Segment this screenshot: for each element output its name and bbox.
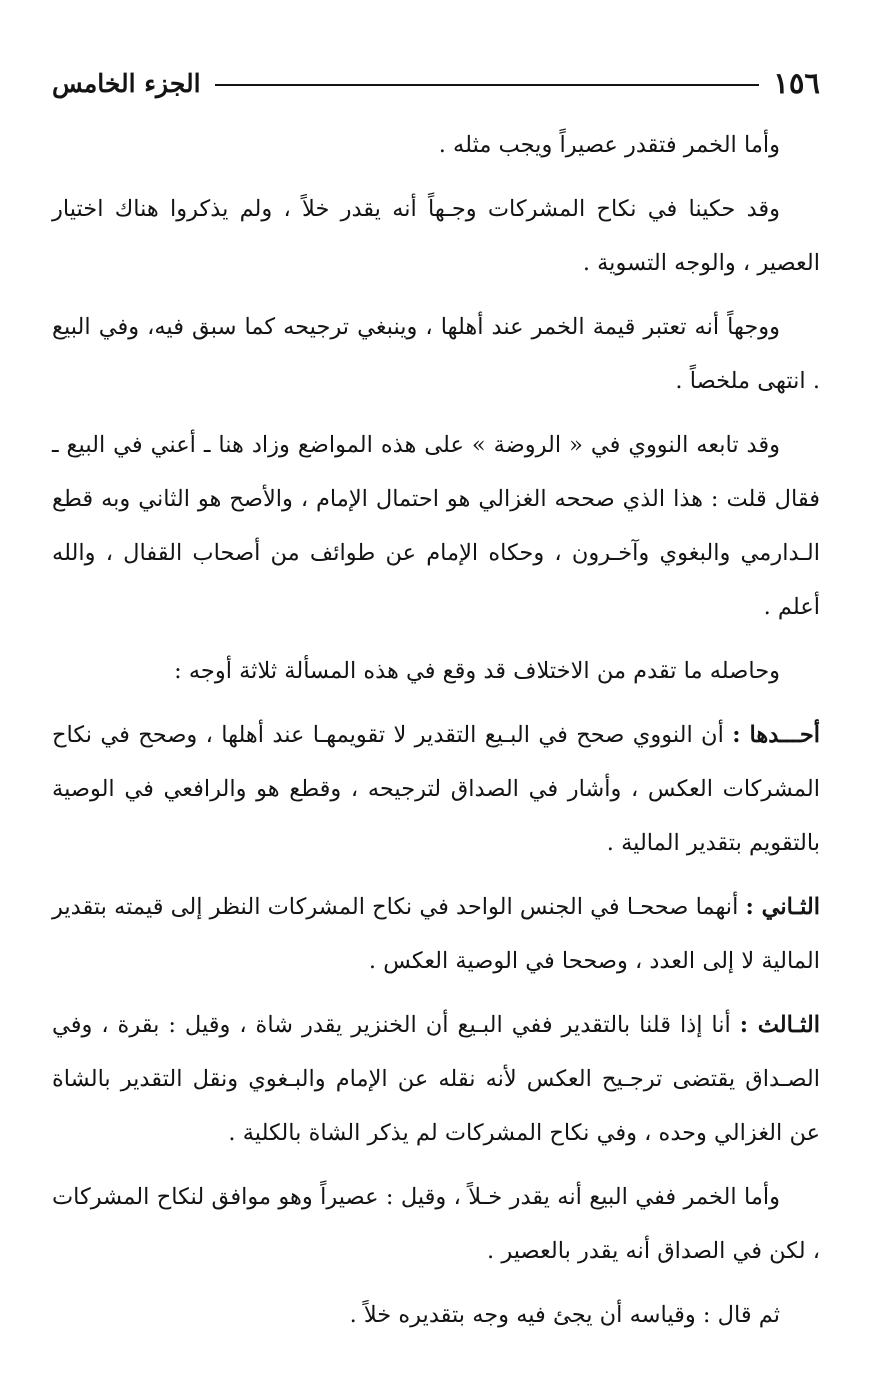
paragraph-lead: الثـاني : <box>745 894 821 920</box>
paragraph-text: أنا إذا قلنا بالتقدير ففي البـيع أن الخنزير يقدر شاة ، وقيل : بقرة ، وفي الصـداق يقتضى ترجـيح العكس لأنه نقله عن الإمام والبـغوي ونقل التقدير بالشاة عن الغزالي وحده ، وفي نكاح المشركات لم يذكر الشاة بالكلية . <box>52 1012 820 1146</box>
running-title: الجزء الخامس <box>52 68 201 98</box>
paragraph-4 <box>52 418 820 634</box>
paragraph-text: ثم قال : وقياسه أن يجئ فيه وجه بتقديره خلاً . <box>349 1302 780 1328</box>
paragraph-lead: الثـالث : <box>739 1012 821 1038</box>
paragraph-text: وقد حكينا في نكاح المشركات وجـهاً أنه يقدر خلاً ، ولم يذكروا هناك اختيار العصير ، والوجه التسوية . <box>52 196 820 276</box>
body-text <box>52 118 820 1352</box>
paragraph-text: وأما الخمر ففي البيع أنه يقدر خـلاً ، وقيل : عصيراً وهو موافق لنكاح المشركات ، لكن في الصداق أنه يقدر بالعصير . <box>52 1184 820 1264</box>
paragraph-3 <box>52 300 820 408</box>
paragraph-text: وأما الخمر فتقدر عصيراً ويجب مثله . <box>438 132 780 158</box>
paragraph-5 <box>52 644 820 698</box>
page-number: ١٥٦ <box>773 66 820 100</box>
paragraph-6 <box>52 708 820 870</box>
paragraph-text: أن النووي صحح في البـيع التقدير لا تقويمهـا عند أهلها ، وصحح في نكاح المشركات العكس ، وأشار في الصداق لترجيحه ، وقطع هو والرافعي في الوصية بالتقويم بتقدير المالية . <box>52 722 820 856</box>
paragraph-2 <box>52 182 820 290</box>
paragraph-1 <box>52 118 820 172</box>
paragraph-text: وقد تابعه النووي في « الروضة » على هذه المواضع وزاد هنا ـ أعني في البيع ـ فقال قلت : هذا الذي صححه الغزالي هو احتمال الإمام ، والأصح هو الثاني وبه قطع الـدارمي والبغوي وآخـرون ، وحكاه الإمام عن طوائف من أصحاب القفال ، والله أعلم . <box>52 432 820 620</box>
paragraph-8 <box>52 998 820 1160</box>
header-rule <box>215 84 760 86</box>
paragraph-7 <box>52 880 820 988</box>
paragraph-10 <box>52 1288 820 1342</box>
page-header <box>52 60 820 106</box>
paragraph-lead: أحـــدها : <box>732 722 820 748</box>
paragraph-text: ووجهاً أنه تعتبر قيمة الخمر عند أهلها ، وينبغي ترجيحه كما سبق فيه، وفي البيع . انتهى ملخصاً . <box>52 314 820 394</box>
paragraph-text: وحاصله ما تقدم من الاختلاف قد وقع في هذه المسألة ثلاثة أوجه : <box>174 658 780 684</box>
paragraph-9 <box>52 1170 820 1278</box>
paragraph-text: أنهما صححـا في الجنس الواحد في نكاح المشركات النظر إلى قيمته بتقدير المالية لا إلى العدد ، وصححا في الوصية العكس . <box>52 894 820 974</box>
